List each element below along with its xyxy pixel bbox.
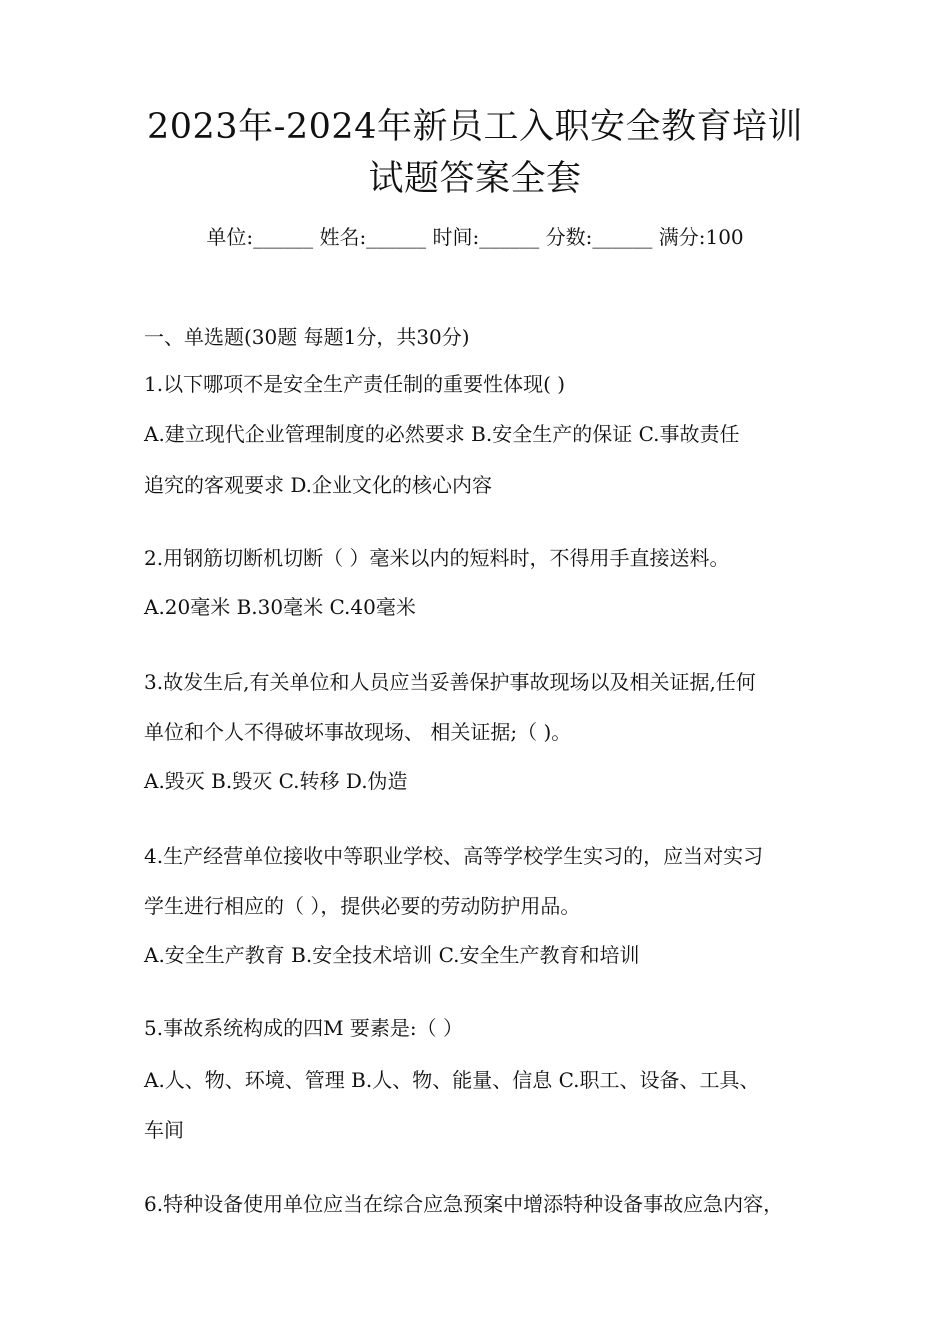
question-1-stem: 1.以下哪项不是安全生产责任制的重要性体现( ) [144, 372, 566, 396]
question-4-options: A.安全生产教育 B.安全技术培训 C.安全生产教育和培训 [144, 943, 640, 967]
document-title-line-1: 2023年-2024年新员工入职安全教育培训 [147, 107, 803, 147]
question-4-stem-line-1: 4.生产经营单位接收中等职业学校、高等学校学生实习的，应当对实习 [144, 844, 764, 868]
question-2-stem: 2.用钢筋切断机切断（ ）毫米以内的短料时，不得用手直接送料。 [144, 546, 730, 570]
question-5-options-line-1: A.人、物、环境、管理 B.人、物、能量、信息 C.职工、设备、工具、 [144, 1068, 760, 1092]
question-3-stem-line-1: 3.故发生后,有关单位和人员应当妥善保护事故现场以及相关证据,任何 [144, 670, 756, 694]
question-6-stem: 6.特种设备使用单位应当在综合应急预案中增添特种设备事故应急内容， [144, 1192, 784, 1216]
exam-info-line: 单位:______ 姓名:______ 时间:______ 分数:______ 满分:100 [206, 225, 744, 249]
question-3-stem-line-2: 单位和个人不得破坏事故现场、 相关证据;（ )。 [144, 720, 572, 744]
question-3-options: A.毁灭 B.毁灭 C.转移 D.伪造 [144, 769, 408, 793]
question-5-stem: 5.事故系统构成的四M 要素是:（ ） [144, 1016, 464, 1040]
question-4-stem-line-2: 学生进行相应的（ ），提供必要的劳动防护用品。 [144, 894, 581, 918]
question-1-options-line-1: A.建立现代企业管理制度的必然要求 B.安全生产的保证 C.事故责任 [144, 422, 740, 446]
section-heading: 一、单选题(30题 每题1分，共30分) [144, 325, 470, 349]
question-2-options: A.20毫米 B.30毫米 C.40毫米 [144, 595, 416, 619]
question-5-options-line-2: 车间 [144, 1118, 184, 1142]
document-title-line-2: 试题答案全套 [368, 159, 582, 199]
question-1-options-line-2: 追究的客观要求 D.企业文化的核心内容 [144, 473, 493, 497]
